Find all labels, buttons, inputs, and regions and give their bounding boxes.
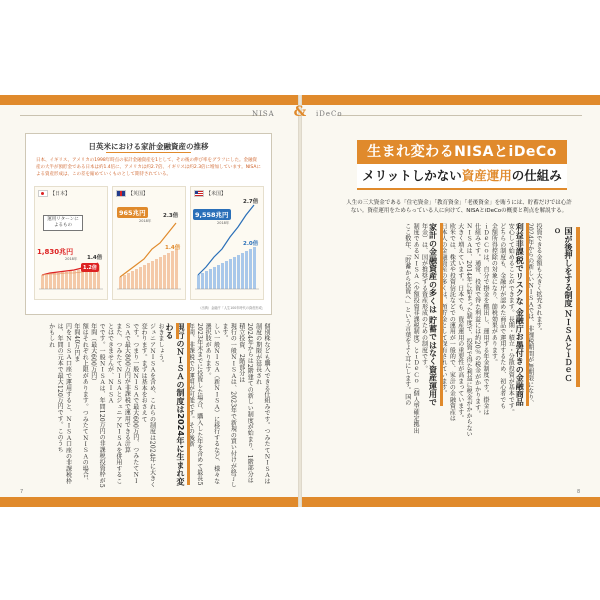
body-line: 2024年からは2階建ての新しい制度が始まり、1階部分は積立投資、2階部分は [237,323,254,484]
bottom-band [302,497,600,507]
bottom-band [0,497,298,507]
uk-year: 2018年 [139,219,152,223]
title-line-2 [357,164,567,190]
page-number-right: 8 [577,489,581,495]
header-rule [20,115,265,116]
body-line: 日本人の金融資産の多くは、預貯金として保有されています。 [439,223,447,397]
uk-value2: 1.4倍 [165,245,181,251]
header-rule [337,115,582,116]
header-ampersand: & [293,104,307,120]
japan-year: 2018年 [65,257,78,261]
body-line: 円をＮＩＳＡ口座で運用すると、ＮＩＳＡ口座の非課税枠は、年間の元本で最大120万円です。このうち [56,323,72,485]
body-line: です。つまり一般ＮＩＳＡで最大600万円、つみたてＮＩＳＡで最大800万円が非課税で運用できる計算 [123,323,139,484]
body-line: ｉＤｅＣｏは、自分で掛金を拠出し、運用する年金制度です。掛金は [481,223,489,416]
us-year: 2018年 [217,221,230,225]
us-amount: 9,558兆円 [195,211,229,219]
us-value2: 2.0倍 [243,241,259,247]
left-body-text [25,323,270,488]
title-part: の仕組み [511,168,562,183]
asset-chart-box [25,133,272,315]
body-line: でです。一般ＮＩＳＡは、年間120万円の非課税投資枠が5年間（最大600万円） [89,323,106,488]
chart-panel-uk [112,186,186,300]
panel-label: 【日本】 [50,191,71,197]
body-line: しい一般ＮＩＳＡ（新ＮＩＳＡ）に移行するなど、様々な選択肢があります。 [204,323,220,485]
panel-label: 【英国】 [128,191,149,197]
chart-title: 日英米における家計金融資産の推移 [88,142,209,151]
body-line: 制度であるＮＩＳＡ（少額投資非課税制度）とｉＤｅＣｏ（個人型確定拠出 [412,223,420,434]
uk-value: 2.3倍 [163,213,179,219]
title-line-1: 生まれ変わるNISAとiDeCo [357,140,567,164]
title-highlight: 資産運用 [461,168,512,183]
body-line: また、つみたてＮＩＳＡとジュニアＮＩＳＡを併用することはできませんが、ＮＩＳＡ [106,323,122,485]
title-part: メリットしかない [362,168,462,183]
body-line: どちらの制度も、金融庁が認めた商品で運用するため、初心者でも [498,223,506,409]
right-body-text [324,223,542,488]
body-line: 2024年からの新しいＮＩＳＡでは、非課税期間が無期限になり、 [526,223,534,407]
japan-value2: 1.2倍 [83,265,97,271]
us-value: 2.7倍 [243,199,259,205]
japan-value: 1.4倍 [87,255,103,261]
body-line: 投資できる金額も大きく拡充されます。 [535,223,542,335]
body-line: ここ数年、「貯蓄から投資へ」という言葉をよく耳にします。国の [403,223,411,406]
panel-label: 【米国】 [206,191,227,197]
chart-title-underline [106,152,191,153]
chart-source: （出典）金融庁「人生100年時代の資産形成」 [198,306,265,310]
japan-amount: 1,830兆円 [37,248,74,256]
body-line: 額はそれぞれ上限があります。つみたてＮＩＳＡの場合、年間40万円ま [72,323,89,485]
body-line: おきましょう。 [156,323,164,367]
top-band [302,95,600,105]
page-number-left: 7 [20,489,24,495]
header-label-nisa: NISA [252,110,275,118]
body-line: 現行の一般ＮＩＳＡは、2023年で新規の買い付けが終了します。 [220,323,237,488]
chart-panel-us [190,186,264,300]
header-label-ideco: iDeCo [316,110,343,118]
chart-description: 日本、イギリス、アメリカの1998年時点の家計金融資産を1として、その後の伸び率をグラフにした。金融資産の大半が預貯金である日本は約1.4倍に、アメリカは約2.7倍、イギリスは約2.3倍に増加しています。NISAによる資産形成は、この差を縮めていくものとして期待されている。 [36,158,261,177]
article-title [357,140,567,192]
body-line: 個別株なども購入できる仕組みです。つみたてＮＩＳＡは制度の期限が延長され [254,323,270,485]
section-heading-new-nisa: 現行のＮＩＳＡの制度は2024年に生まれ変わる [165,323,190,485]
japan-bar-chart [35,187,107,299]
chart-panel-japan [34,186,108,300]
body-line: 欧米では、株式や投資信託などでの運用が一般的で、家計の金融資産は [448,223,456,422]
section-heading-2: 家計の金融資産の多くは 貯蓄ではなく資産運用で [429,223,443,406]
body-line: 仕組みです。通常、投資で得た利益には約20％の税金がかかります。 [473,223,481,418]
right-page [302,95,600,507]
section-heading-3: 利益非課税でリスクな 金融庁お墨付きの金融商品 [515,223,529,406]
body-line: 安心して始めることができます。長期・積立・分散投資が基本です。 [507,223,515,416]
left-page [0,95,298,507]
magazine-spread [0,95,600,507]
body-line: 2023年末までに投資した場合、購入した年を含めて最長5年間、非課税での運用が可能です。その後新 [187,323,203,486]
body-line: 大きく増えています。日本でも、資産運用の重要性が高まっています。 [456,223,464,422]
body-line: 年金）は、国が推奨する資産形成のための制度です。 [420,223,428,372]
body-line: ジュニアＮＩＳＡを含め、これらの制度は2024年に大きく変わります。まずは基本をおさえて [140,323,156,488]
uk-amount: 965兆円 [119,209,146,217]
body-line: 全額所得控除の対象になり、節税効果があります。 [490,223,498,366]
return-callout: 運用リターンによるもの [43,215,83,231]
section-heading-1: 国が後押しをする制度 ＮＩＳＡとｉＤｅＣｏ [552,227,580,387]
body-line: かもしれ [47,323,55,348]
top-band [0,95,298,105]
lead-paragraph: 人生の三大資金である「住宅資金」「教育資金」「老後資金」を賄うには、貯蓄だけでは心許ない。資産運用をためらっている人に向けて、NISAとiDeCoの概要と利点を解説する。 [346,200,572,214]
body-line: ＮＩＳＡは、2014年に始まった制度で、投資で得た利益に税金がかからない [465,223,473,438]
